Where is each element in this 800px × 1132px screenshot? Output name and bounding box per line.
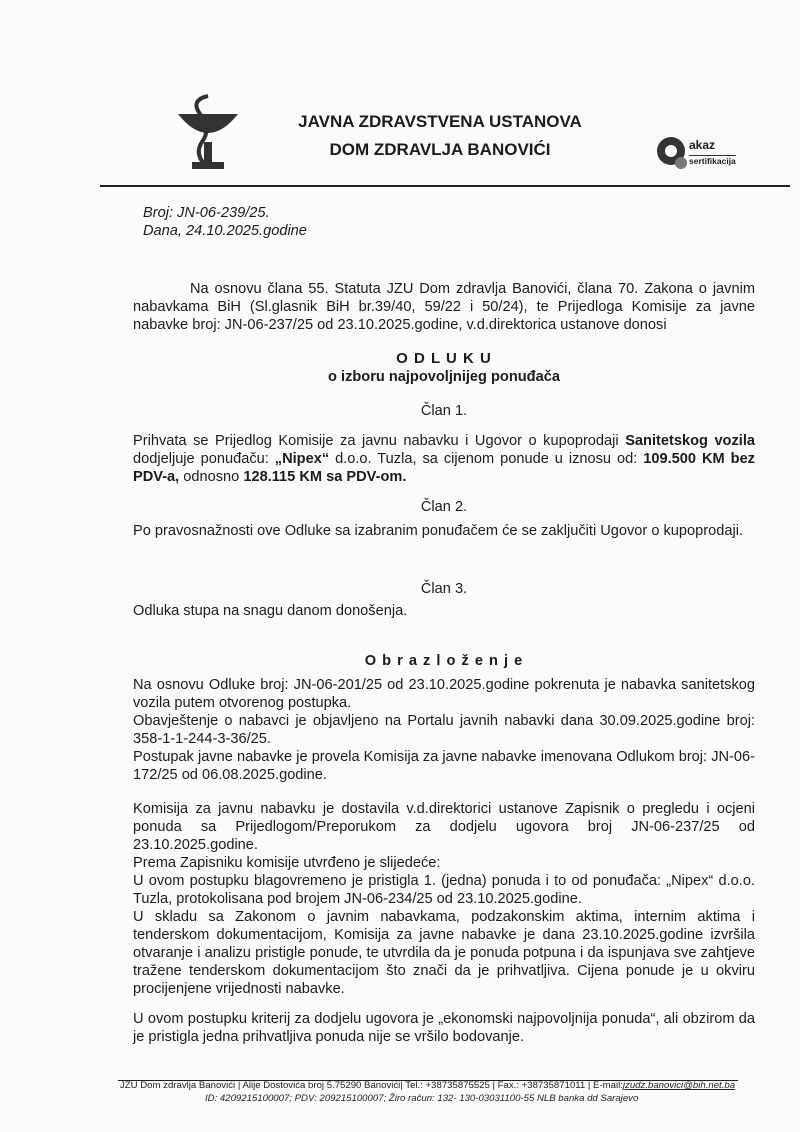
- price-without-vat: 109.500 KM bez PDV-a,: [133, 451, 755, 485]
- article-3-text: Odluka stupa na snagu danom donošenja.: [133, 603, 408, 619]
- footer-registration-line: ID: 4209215100007; PDV: 209215100007; Žiro račun: 132- 130-03031100-55 NLB banka dd Sarajevo: [205, 1093, 639, 1104]
- akaz-certification-logo: [655, 135, 755, 173]
- text-segment: Prihvata se Prijedlog Komisije za javnu nabavku i Ugovor o kupoprodaji: [133, 433, 626, 449]
- bidder-name: „Nipex“: [274, 451, 330, 467]
- decision-title: O D L U K U: [396, 350, 492, 367]
- sertifikacija-text: sertifikacija: [689, 156, 736, 166]
- reasoning-paragraph: Prema Zapisniku komisije utvrđeno je slijedeće:: [133, 855, 441, 871]
- reasoning-paragraph: Postupak javne nabavke je provela Komisija za javne nabavke imenovana Odlukom broj: JN-06-172/25 od 06.08.2025.godine.: [133, 749, 755, 783]
- article-1-heading: Član 1.: [420, 403, 468, 419]
- reasoning-paragraph: U ovom postupku blagovremeno je pristigla 1. (jedna) ponuda i to od ponuđača: „Nipex“ d.o.o. Tuzla, protokolisana pod brojem JN-06-234/25 od 23.10.2025.godine.: [133, 873, 755, 907]
- footer-contact-text: JZU Dom zdravlja Banovići | Alije Dostovića broj 5.75290 Banovići| Tel.: +38735875525 | Fax.: +38735871011 | E-mail:: [120, 1080, 623, 1091]
- document-number: Broj: JN-06-239/25.: [143, 205, 270, 221]
- article-2-heading: Član 2.: [420, 499, 468, 515]
- reasoning-paragraph: U ovom postupku kriterij za dodjelu ugovora je „ekonomski najpovoljnija ponuda“, ali obzirom da je pristigla jedna prihvatljiva ponuda nije se vršilo bodovanje.: [133, 1011, 755, 1045]
- document-date: Dana, 24.10.2025.godine: [143, 223, 307, 239]
- reasoning-paragraph: Obavještenje o nabavci je objavljeno na Portalu javnih nabavki dana 30.09.2025.godine broj: 358-1-1-244-3-36/25.: [133, 713, 755, 747]
- item-name: Sanitetskog vozila: [625, 433, 755, 449]
- reasoning-paragraph: U skladu sa Zakonom o javnim nabavkama, podzakonskim aktima, internim aktima i tenderskom dokumentacijom, Komisija za javne nabavke je dana 23.10.2025.godine izvršila otvaranje i analizu pristigle ponude, te utvrdila da je ponuda potpuna i da ispunjava sve zahtjeve tražene tenderskom dokumentacijom što znači da je prihvatljiva. Cijena ponude je u okviru procijenjene vrijednosti nabavke.: [133, 909, 755, 997]
- reasoning-paragraph: Komisija za javnu nabavku je dostavila v.d.direktorici ustanove Zapisnik o pregledu i ocjeni ponuda sa Prijedlogom/Preporukom za dodjelu ugovora broj JN-06-237/25 od 23.10.2025.godine.: [133, 801, 755, 853]
- text-segment: d.o.o. Tuzla: [329, 451, 413, 467]
- footer-email-link[interactable]: jzudz.banovici@bih.net.ba: [622, 1080, 736, 1091]
- article-3-heading: Član 3.: [420, 581, 468, 597]
- intro-paragraph: Na osnovu člana 55. Statuta JZU Dom zdravlja Banovići, člana 70. Zakona o javnim nabavkama BiH (Sl.glasnik BiH br.39/40, 59/22 i 50/24), te Prijedloga Komisije za javne nabavke broj: JN-06-237/25 od 23.10.2025.godine, v.d.direktorica ustanove donosi: [133, 281, 755, 333]
- header-rule: [100, 185, 790, 187]
- reasoning-paragraph: Na osnovu Odluke broj: JN-06-201/25 od 23.10.2025.godine pokrenuta je nabavka sanitetskog vozila putem otvorenog postupka.: [133, 677, 755, 711]
- akaz-text: akaz: [689, 138, 716, 152]
- text-segment: odnosno: [179, 469, 244, 485]
- text-segment: dodjeljuje ponuđaču:: [133, 451, 275, 467]
- institution-name-line2: DOM ZDRAVLJA BANOVIĆI: [329, 140, 551, 159]
- decision-subtitle: o izboru najpovoljnijeg ponuđača: [328, 369, 560, 385]
- article-2-text: Po pravosnažnosti ove Odluke sa izabranim ponuđačem će se zaključiti Ugovor o kupoprodaji.: [133, 523, 744, 539]
- article-1-text: [133, 432, 755, 486]
- institution-name-line1: JAVNA ZDRAVSTVENA USTANOVA: [298, 112, 582, 131]
- caduceus-logo: [172, 92, 244, 174]
- reasoning-heading: O b r a z l o ž e n j e: [364, 653, 524, 669]
- text-segment: , sa cijenom ponude u iznosu od:: [412, 451, 644, 467]
- price-with-vat: 128.115 KM sa PDV-om.: [243, 469, 407, 485]
- footer-contact-line: [120, 1080, 735, 1091]
